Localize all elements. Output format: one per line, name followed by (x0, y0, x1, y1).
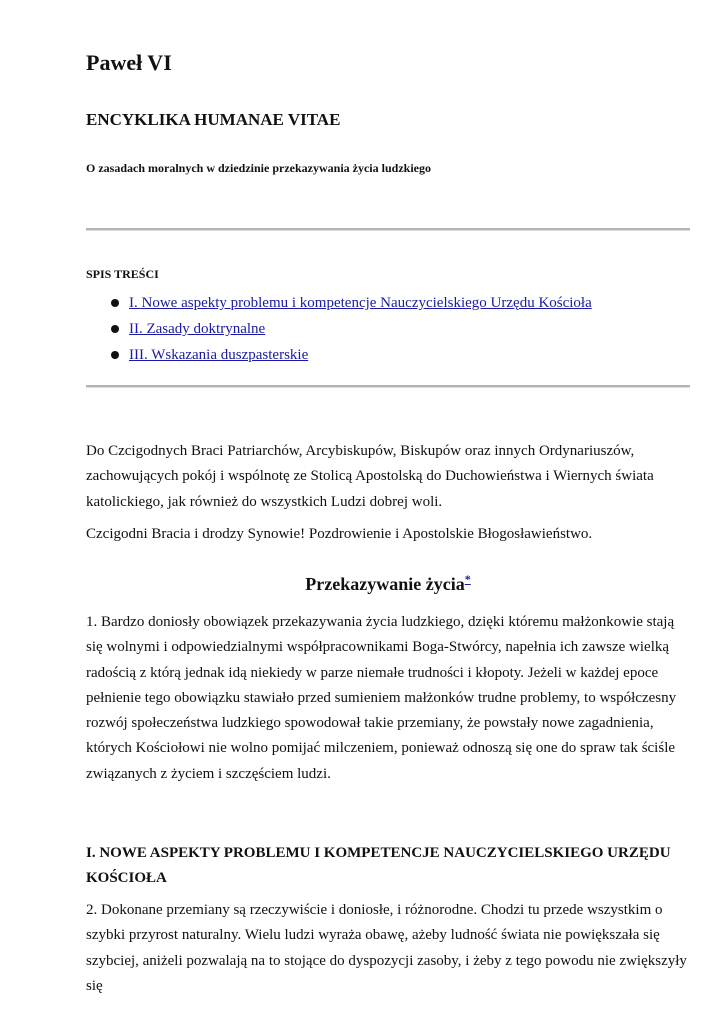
toc-item-chapter-1 (86, 291, 592, 317)
footnote-link[interactable]: * (464, 572, 471, 586)
toc-link-chapter-2[interactable]: II. Zasady doktrynalne (129, 321, 266, 337)
paragraph-2: 2. Dokonane przemiany są rzeczywiście i doniosłe, i różnorodne. Chodzi tu przede wszystkim o szybki przyrost naturalny. Wielu ludzi wyraża obawę, ażeby ludność świata nie powiększała się szybciej, aniżeli pozwalają na to stojące do dyspozycji zasoby, i żeby z tego powodu nie zwiększyły się (86, 902, 687, 994)
table-of-contents (86, 291, 592, 369)
salutation-paragraph: Czcigodni Bracia i drodzy Synowie! Pozdrowienie i Apostolskie Błogosławieństwo. (86, 526, 593, 542)
section-heading (86, 570, 690, 598)
bullet-icon (111, 325, 119, 333)
chapter-1-heading: I. NOWE ASPEKTY PROBLEMU I KOMPETENCJE NAUCZYCIELSKIEGO URZĘDU KOŚCIOŁA (86, 845, 671, 886)
toc-item-chapter-3 (86, 343, 592, 369)
divider-bottom (86, 385, 690, 388)
author-name: Paweł VI (86, 50, 172, 75)
paragraph-1: 1. Bardzo doniosły obowiązek przekazywania życia ludzkiego, dzięki któremu małżonkowie stają się wolnymi i odpowiedzialnymi współpracownikami Boga-Stwórcy, napełnia ich zawsze wielką radością z którą jednak idą niekiedy w parze niemałe trudności i kłopoty. Jeżeli w każdej epoce pełnienie tego obowiązku stawiało przed sumieniem małżonków trudne problemy, to współczesny rozwój społeczeństwa ludzkiego spowodował takie przemiany, że powstały nowe zagadnienia, których Kościołowi nie wolno pomijać milczeniem, ponieważ odnoszą się one do spraw tak ściśle związanych z życiem i szczęściem ludzi. (86, 614, 677, 782)
toc-item-chapter-2 (86, 317, 592, 343)
toc-link-chapter-3[interactable]: III. Wskazania duszpasterskie (129, 347, 309, 363)
greeting-paragraph: Do Czcigodnych Braci Patriarchów, Arcybiskupów, Biskupów oraz innych Ordynariuszów, zachowujących pokój i wspólnotę ze Stolicą Apostolską do Duchowieństwa i Wiernych świata katolickiego, jak również do wszystkich Ludzi dobrej woli. (86, 443, 654, 510)
document-subtitle: O zasadach moralnych w dziedzinie przekazywania życia ludzkiego (86, 161, 431, 175)
section-heading-text: Przekazywanie życia (305, 574, 465, 594)
bullet-icon (111, 299, 119, 307)
document-title: ENCYKLIKA HUMANAE VITAE (86, 110, 341, 129)
bullet-icon (111, 351, 119, 359)
divider-top (86, 228, 690, 231)
toc-link-chapter-1[interactable]: I. Nowe aspekty problemu i kompetencje Nauczycielskiego Urzędu Kościoła (129, 295, 592, 311)
toc-heading: SPIS TREŚCI (86, 267, 159, 281)
